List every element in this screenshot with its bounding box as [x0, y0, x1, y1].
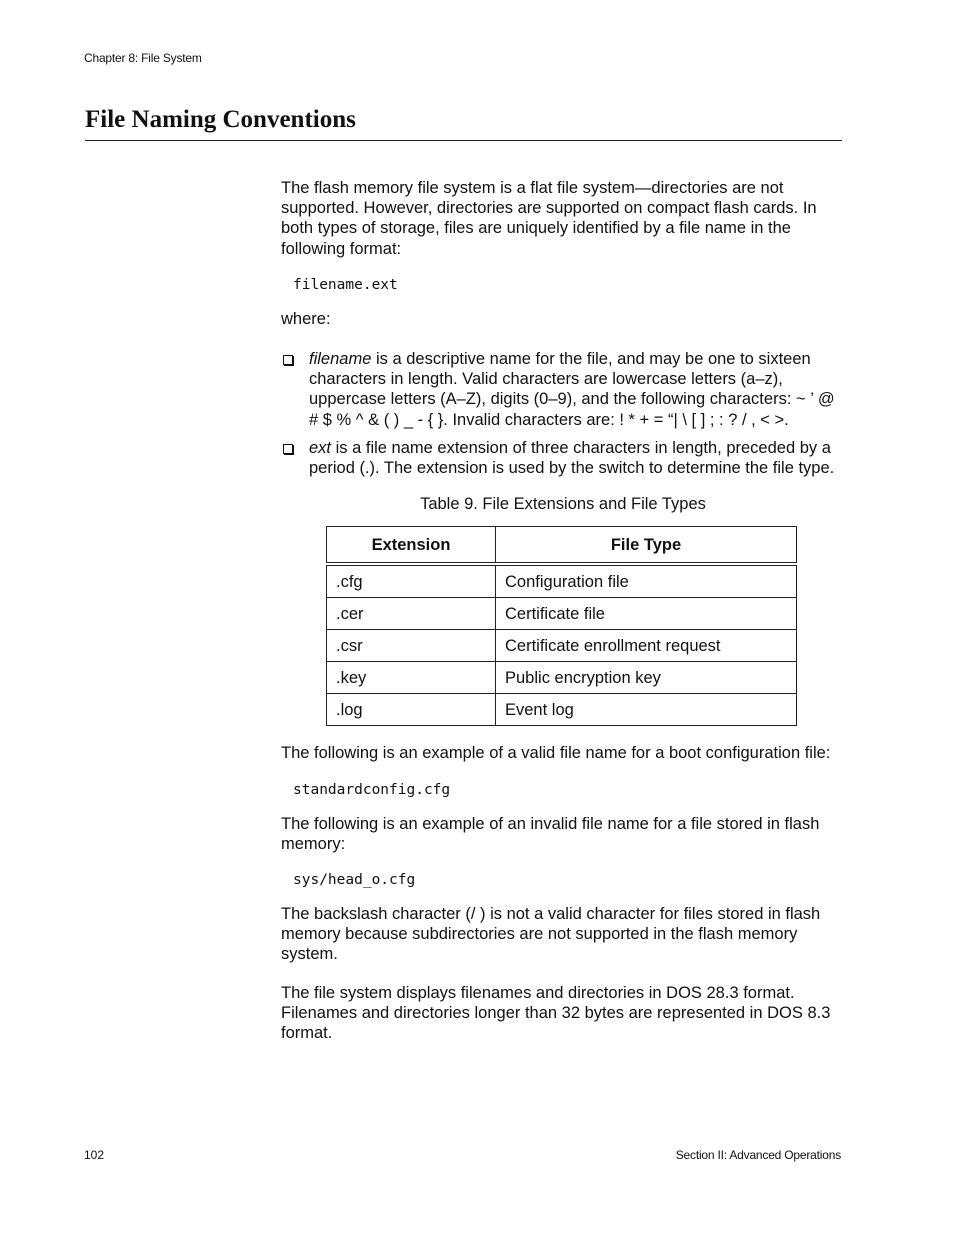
header-file-type: File Type — [496, 527, 797, 565]
cell-extension: .cfg — [327, 564, 496, 598]
cell-file-type: Configuration file — [496, 564, 797, 598]
table-row — [327, 598, 797, 630]
backslash-note: The backslash character (/ ) is not a valid character for files stored in flash memory because subdirectories are not supported in the flash memory system. — [281, 905, 821, 964]
body-column — [281, 178, 845, 1043]
definition-ext: is a file name extension of three characters in length, preceded by a period (.). The extension is used by the switch to determine the file type. — [309, 438, 835, 478]
running-head: Chapter 8: File System — [84, 51, 202, 65]
cell-extension: .csr — [327, 630, 496, 662]
cell-extension: .key — [327, 662, 496, 694]
intro-paragraph: The flash memory file system is a flat file system—directories are not supported. However, directories are supported on compact flash cards. In both types of storage, files are uniquely identified by a file name in the following format: — [281, 179, 817, 258]
valid-example-code: standardconfig.cfg — [293, 781, 451, 798]
file-extensions-table — [326, 526, 797, 726]
cell-file-type: Public encryption key — [496, 662, 797, 694]
checkbox-bullet-icon — [283, 444, 293, 454]
dos-note: The file system displays filenames and directories in DOS 28.3 format. Filenames and directories longer than 32 bytes are represented in DOS 8.3 format. — [281, 983, 831, 1043]
header-extension: Extension — [327, 527, 496, 565]
table-row — [327, 564, 797, 598]
table-row — [327, 630, 797, 662]
table-row — [327, 662, 797, 694]
definition-filename: is a descriptive name for the file, and may be one to sixteen characters in length. Valid characters are lowercase letters (a–z), uppercase letters (A–Z), digits (0–9), and the following characters: ~ ’ @ # $ % ^ & ( ) _ - { }. Invalid characters are: ! * + = “| \ [ ] ; : ? / , < >. — [309, 350, 835, 429]
cell-file-type: Certificate file — [496, 598, 797, 630]
invalid-example-code: sys/head_o.cfg — [293, 872, 416, 889]
valid-example-paragraph: The following is an example of a valid file name for a boot configuration file: — [281, 744, 831, 763]
cell-file-type: Certificate enrollment request — [496, 630, 797, 662]
checkbox-bullet-icon — [283, 355, 293, 365]
format-code: filename.ext — [293, 276, 398, 293]
cell-extension: .log — [327, 694, 496, 726]
term-filename: filename — [309, 350, 372, 369]
table-caption: Table 9. File Extensions and File Types — [420, 495, 706, 514]
list-item — [281, 349, 845, 430]
page-number: 102 — [84, 1148, 105, 1162]
table-row — [327, 694, 797, 726]
section-footer: Section II: Advanced Operations — [675, 1148, 841, 1162]
definition-list — [281, 349, 845, 478]
where-label: where: — [281, 309, 331, 328]
cell-file-type: Event log — [496, 694, 797, 726]
list-item — [281, 438, 845, 478]
term-ext: ext — [309, 438, 332, 457]
title-rule — [85, 140, 842, 141]
invalid-example-paragraph: The following is an example of an invalid file name for a file stored in flash memory: — [281, 814, 820, 853]
table-header-row — [327, 527, 797, 565]
cell-extension: .cer — [327, 598, 496, 630]
page-title: File Naming Conventions — [85, 106, 356, 133]
